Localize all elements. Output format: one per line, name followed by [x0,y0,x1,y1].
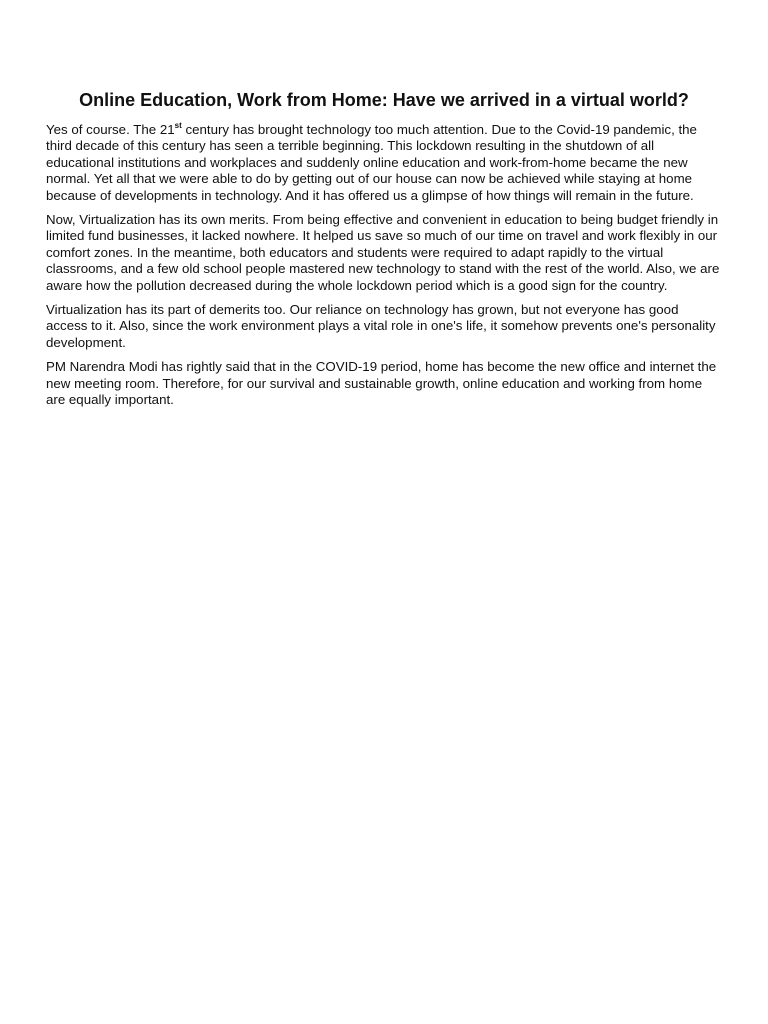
paragraph-introduction [46,122,722,204]
paragraph-conclusion: PM Narendra Modi has rightly said that in the COVID-19 period, home has become the new office and internet the new meeting room. Therefore, for our survival and sustainable growth, online education and working from home are equally important. [46,359,717,408]
paragraph-text-after-superscript: century has brought technology too much attention. Due to the Covid-19 pandemic, the third decade of this century has seen a terrible beginning. This lockdown resulting in the shutdown of all educational institutions and workplaces and suddenly online education and work-from-home became the new normal. Yet all that we were able to do by getting out of our house can now be achieved while staying at home because of developments in technology. And it has offered us a glimpse of how things will remain in the future. [46,122,697,203]
ordinal-superscript: st [174,121,182,130]
paragraph-demerits: Virtualization has its part of demerits too. Our reliance on technology has grown, but not everyone has good access to it. Also, since the work environment plays a vital role in one's life, it somehow prevents one's personality development. [46,302,716,350]
paragraph-text-before-superscript: Yes of course. The 21 [46,122,175,137]
document-title: Online Education, Work from Home: Have we arrived in a virtual world? [79,90,689,110]
paragraph-merits: Now, Virtualization has its own merits. From being effective and convenient in education to being budget friendly in limited fund businesses, it lacked nowhere. It helped us save so much of our time on travel and work flexibly in our comfort zones. In the meantime, both educators and students were required to adapt rapidly to the virtual classrooms, and a few old school people mastered new technology to stand with the rest of the world. Also, we are aware how the pollution decreased during the whole lockdown period which is a good sign for the country. [46,212,720,293]
